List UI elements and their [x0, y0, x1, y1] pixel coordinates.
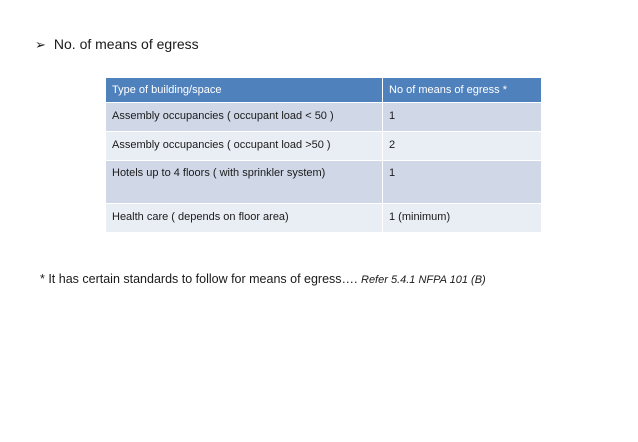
- column-header-type: Type of building/space: [106, 78, 383, 103]
- arrow-bullet-icon: ➢: [35, 36, 46, 52]
- table-row: [106, 161, 542, 204]
- section-heading: [35, 36, 199, 52]
- heading-text: No. of means of egress: [53, 36, 199, 52]
- footnote-text: * It has certain standards to follow for means of egress….: [40, 272, 358, 286]
- cell-type: Hotels up to 4 floors ( with sprinkler system): [106, 161, 383, 204]
- cell-type: Assembly occupancies ( occupant load >50 ): [106, 132, 383, 161]
- column-header-count: No of means of egress *: [383, 78, 542, 103]
- table-row: [106, 103, 542, 132]
- cell-type: Health care ( depends on floor area): [106, 204, 383, 233]
- cell-count: 1: [383, 103, 542, 132]
- cell-type: Assembly occupancies ( occupant load < 50 ): [106, 103, 383, 132]
- cell-count: 1: [383, 161, 542, 204]
- cell-count: 2: [383, 132, 542, 161]
- footnote-reference: Refer 5.4.1 NFPA 101 (B): [361, 274, 486, 286]
- table-row: [106, 132, 542, 161]
- table-header-row: [106, 78, 542, 103]
- cell-count: 1 (minimum): [383, 204, 542, 233]
- footnote: [40, 272, 486, 286]
- table-row: [106, 204, 542, 233]
- egress-table: [106, 78, 542, 233]
